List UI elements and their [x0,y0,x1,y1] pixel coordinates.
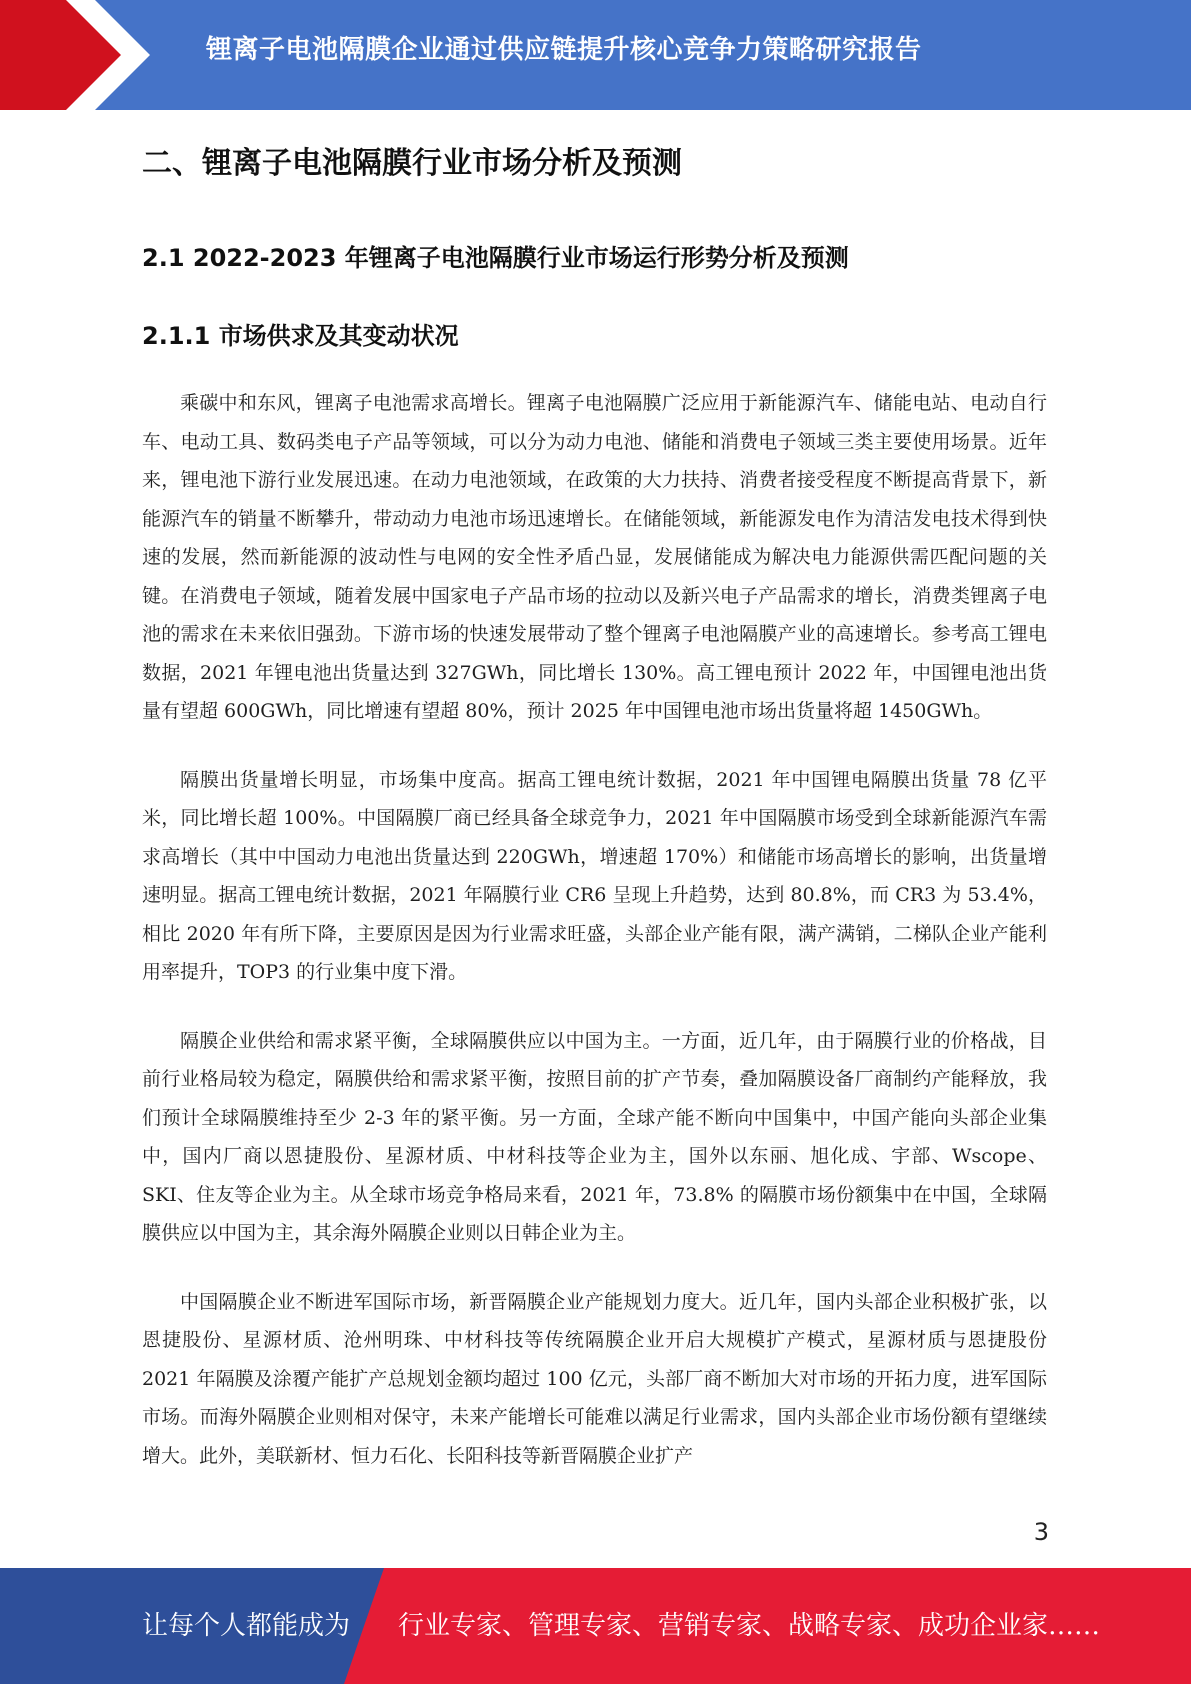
paragraph: 隔膜出货量增长明显，市场集中度高。据高工锂电统计数据，2021 年中国锂电隔膜出货量 78 亿平米，同比增长超 100%。中国隔膜厂商已经具备全球竞争力，2021 年中国隔膜市场受到全球新能源汽车需求高增长（其中中国动力电池出货量达到 220GWh，增速超 170%）和储能市场高增长的影响，出货量增速明显。据高工锂电统计数据，2021 年隔膜行业 CR6 呈现上升趋势，达到 80.8%，而 CR3 为 53.4%，相比 2020 年有所下降，主要原因是因为行业需求旺盛，头部企业产能有限，满产满销，二梯队企业产能利用率提升，TOP3 的行业集中度下滑。 [142,768,1047,983]
footer-band [0,1568,1191,1684]
header-arrow-icon [0,0,150,110]
report-title: 锂离子电池隔膜企业通过供应链提升核心竞争力策略研究报告 [206,35,922,65]
paragraph: 隔膜企业供给和需求紧平衡，全球隔膜供应以中国为主。一方面，近几年，由于隔膜行业的价格战，目前行业格局较为稳定，隔膜供给和需求紧平衡，按照目前的扩产节奏，叠加隔膜设备厂商制约产能释放，我们预计全球隔膜维持至少 2-3 年的紧平衡。另一方面，全球产能不断向中国集中，中国产能向头部企业集中，国内厂商以恩捷股份、星源材质、中材科技等企业为主，国外以东丽、旭化成、宇部、Wscope、SKI、住友等企业为主。从全球市场竞争格局来看，2021 年，73.8% 的隔膜市场份额集中在中国，全球隔膜供应以中国为主，其余海外隔膜企业则以日韩企业为主。 [142,1029,1047,1244]
section-heading: 二、锂离子电池隔膜行业市场分析及预测 [142,146,682,181]
paragraph: 乘碳中和东风，锂离子电池需求高增长。锂离子电池隔膜广泛应用于新能源汽车、储能电站、电动自行车、电动工具、数码类电子产品等领域，可以分为动力电池、储能和消费电子领域三类主要使用场景。近年来，锂电池下游行业发展迅速。在动力电池领域，在政策的大力扶持、消费者接受程度不断提高背景下，新能源汽车的销量不断攀升，带动动力电池市场迅速增长。在储能领域，新能源发电作为清洁发电技术得到快速的发展，然而新能源的波动性与电网的安全性矛盾凸显，发展储能成为解决电力能源供需匹配问题的关键。在消费电子领域，随着发展中国家电子产品市场的拉动以及新兴电子产品需求的增长，消费类锂离子电池的需求在未来依旧强劲。下游市场的快速发展带动了整个锂离子电池隔膜产业的高速增长。参考高工锂电数据，2021 年锂电池出货量达到 327GWh，同比增长 130%。高工锂电预计 2022 年，中国锂电池出货量有望超 600GWh，同比增速有望超 80%，预计 2025 年中国锂电池市场出货量将超 1450GWh。 [142,392,1047,722]
paragraph: 中国隔膜企业不断进军国际市场，新晋隔膜企业产能规划力度大。近几年，国内头部企业积极扩张，以恩捷股份、星源材质、沧州明珠、中材科技等传统隔膜企业开启大规模扩产模式，星源材质与恩捷股份 2021 年隔膜及涂覆产能扩产总规划金额均超过 100 亿元，头部厂商不断加大对市场的开拓力度，进军国际市场。而海外隔膜企业则相对保守，未来产能增长可能难以满足行业需求，国内头部企业市场份额有望继续增大。此外，美联新材、恒力石化、长阳科技等新晋隔膜企业扩产 [142,1290,1047,1467]
page-number: 3 [1033,1518,1049,1546]
subsection-heading: 2.1 2022-2023 年锂离子电池隔膜行业市场运行形势分析及预测 [142,244,849,272]
footer-slogan-right: 行业专家、管理专家、营销专家、战略专家、成功企业家…… [398,1611,1101,1641]
page-content [142,120,1047,1475]
footer-slogan-left: 让每个人都能成为 [142,1611,351,1641]
subsubsection-heading: 2.1.1 市场供求及其变动状况 [142,322,459,350]
header-band [0,0,1191,110]
